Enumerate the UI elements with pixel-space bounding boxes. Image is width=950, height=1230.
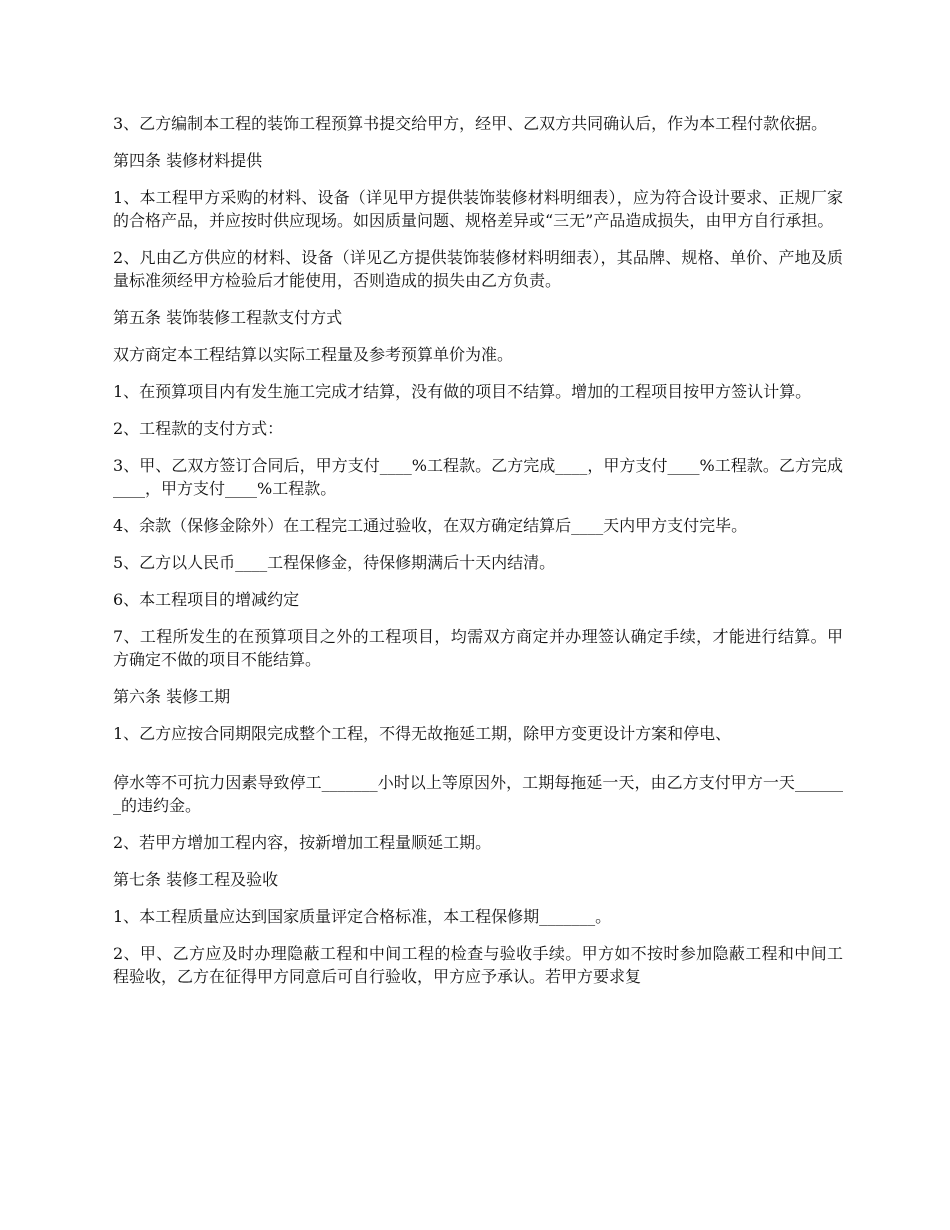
clause-3-budget-paragraph: 3、乙方编制本工程的装饰工程预算书提交给甲方，经甲、乙双方共同确认后，作为本工程付款依据。 (113, 114, 828, 133)
clause-6-1-continued-paragraph: 停水等不可抗力因素导致停工_______小时以上等原因外，工期每拖延一天，由乙方支付甲方一天_______的违约金。 (113, 773, 843, 815)
article-5-heading: 第五条 装饰装修工程款支付方式 (113, 308, 343, 327)
clause-6-2-paragraph: 2、若甲方增加工程内容，按新增加工程量顺延工期。 (113, 833, 492, 852)
clause-7-2-paragraph: 2、甲、乙方应及时办理隐蔽工程和中间工程的检查与验收手续。甲方如不按时参加隐蔽工程和中间工程验收，乙方在征得甲方同意后可自行验收，甲方应予承认。若甲方要求复 (113, 944, 843, 986)
document-body (113, 112, 843, 1002)
clause-7-1-paragraph: 1、本工程质量应达到国家质量评定合格标准，本工程保修期_______。 (113, 907, 612, 926)
clause-5-1-paragraph: 1、在预算项目内有发生施工完成才结算，没有做的项目不结算。增加的工程项目按甲方签认计算。 (113, 382, 812, 401)
article-6-heading: 第六条 装修工期 (113, 687, 231, 706)
clause-5-2-paragraph: 2、工程款的支付方式： (113, 419, 284, 438)
article-7-heading: 第七条 装修工程及验收 (113, 870, 279, 889)
clause-6-1-paragraph: 1、乙方应按合同期限完成整个工程，不得无故拖延工期，除甲方变更设计方案和停电、 (113, 724, 732, 743)
clause-4-1-paragraph: 1、本工程甲方采购的材料、设备（详见甲方提供装饰装修材料明细表），应为符合设计要求、正规厂家的合格产品，并应按时供应现场。如因质量问题、规格差异或“三无”产品造成损失，由甲方自行承担。 (113, 188, 843, 230)
clause-4-2-paragraph: 2、凡由乙方供应的材料、设备（详见乙方提供装饰装修材料明细表），其品牌、规格、单价、产地及质量标准须经甲方检验后才能使用，否则造成的损失由乙方负责。 (113, 248, 843, 290)
article-4-heading: 第四条 装修材料提供 (113, 151, 263, 170)
clause-5-5-paragraph: 5、乙方以人民币____工程保修金，待保修期满后十天内结清。 (113, 553, 556, 572)
article-5-intro-paragraph: 双方商定本工程结算以实际工程量及参考预算单价为准。 (113, 345, 514, 364)
clause-5-4-paragraph: 4、余款（保修金除外）在工程完工通过验收，在双方确定结算后____天内甲方支付完毕。 (113, 516, 748, 535)
clause-5-3-paragraph: 3、甲、乙双方签订合同后，甲方支付____%工程款。乙方完成____，甲方支付____%工程款。乙方完成____，甲方支付____%工程款。 (113, 456, 843, 498)
clause-5-7-paragraph: 7、工程所发生的在预算项目之外的工程项目，均需双方商定并办理签认确定手续，才能进行结算。甲方确定不做的项目不能结算。 (113, 627, 843, 669)
clause-5-6-paragraph: 6、本工程项目的增减约定 (113, 590, 300, 609)
